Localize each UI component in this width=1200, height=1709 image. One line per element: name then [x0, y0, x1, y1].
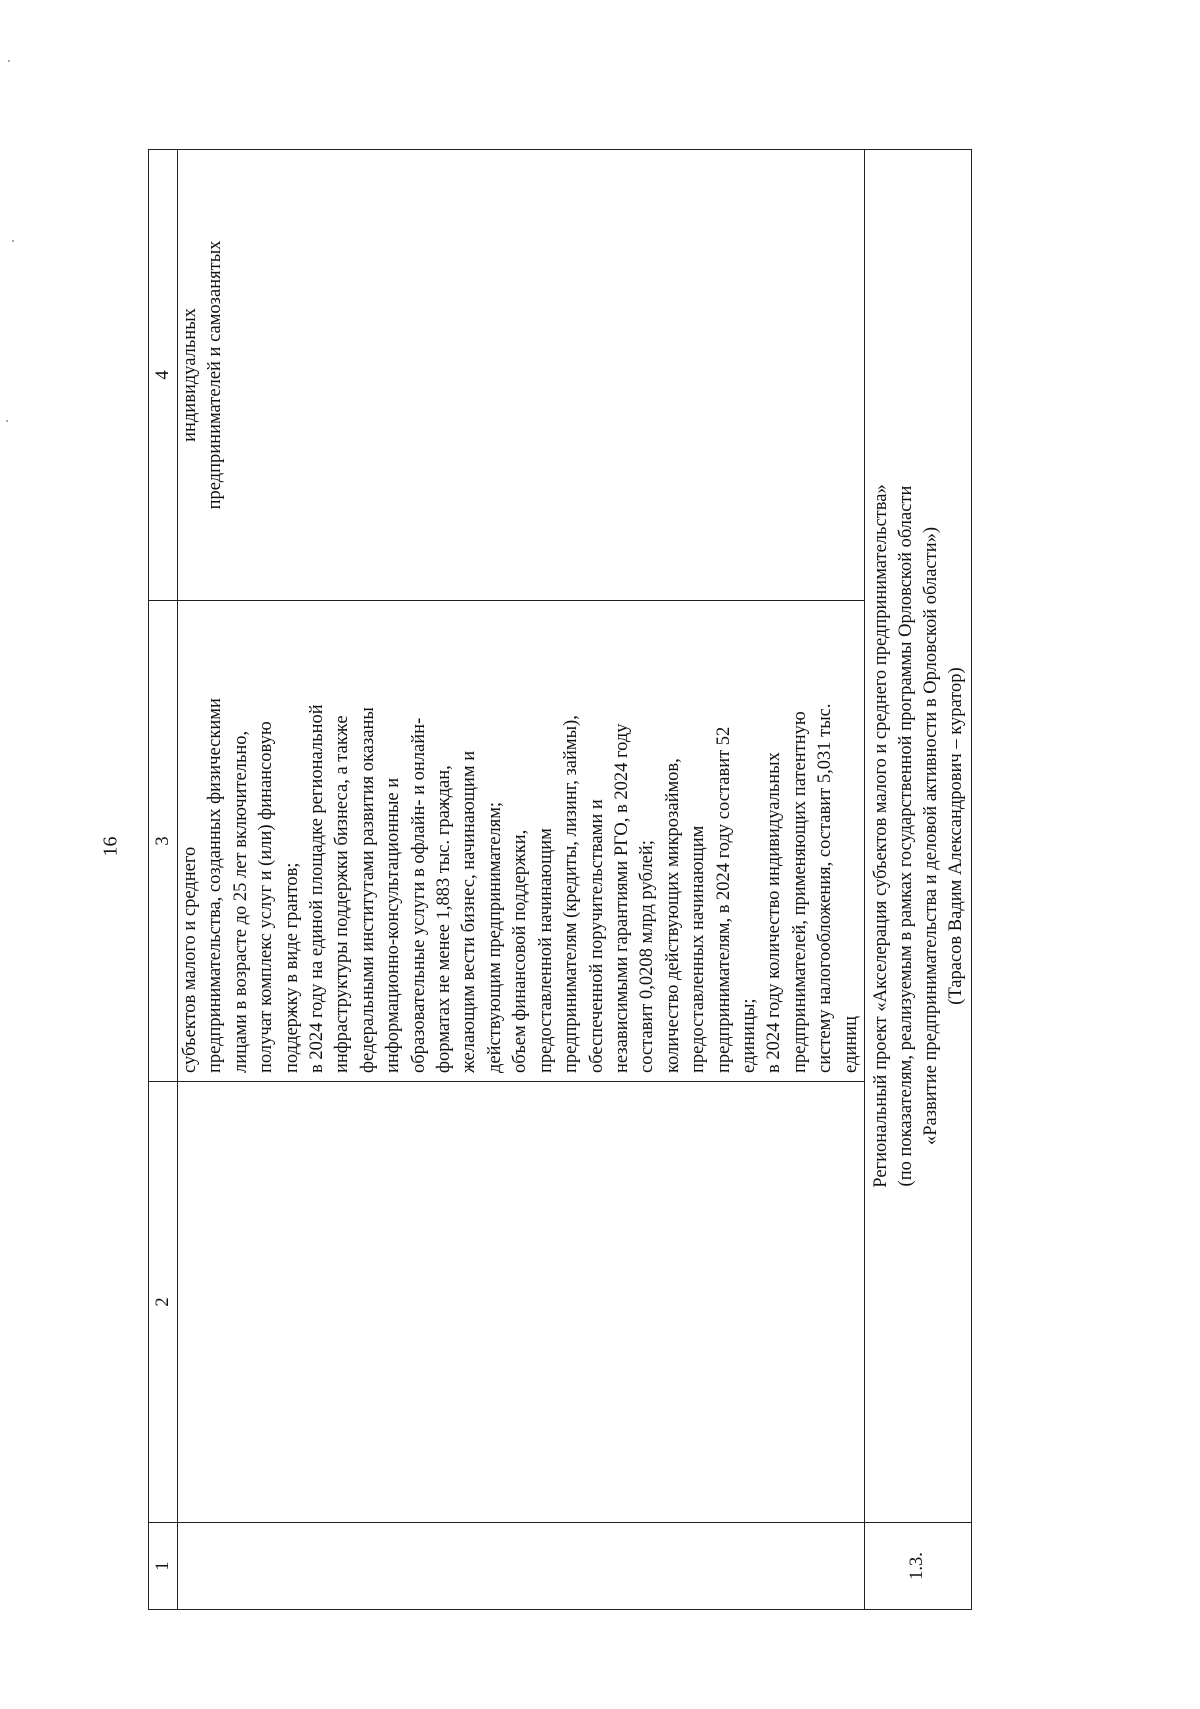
header-col-2: 2 — [149, 1082, 178, 1523]
cell-col-2 — [178, 1082, 865, 1523]
continuation-row — [178, 150, 865, 1610]
cell-col-4-text: индивидуальных предпринимателей и самозанятых — [178, 150, 865, 601]
scan-speck — [6, 420, 8, 422]
page-number: 16 — [99, 836, 122, 857]
scan-speck — [12, 240, 14, 242]
section-title: Региональный проект «Акселерация субъектов малого и среднего предпринимательства» (по показателям, реализуемым в рамках государственной программы Орловской области «Развитие предпринимательства и деловой активности в Орловской области») (Тарасов Вадим Александрович – куратор) — [864, 150, 971, 1523]
header-col-4: 4 — [149, 150, 178, 601]
scan-speck — [8, 60, 10, 62]
data-table — [148, 149, 972, 1610]
cell-col-1 — [178, 1523, 865, 1610]
header-col-1: 1 — [149, 1523, 178, 1610]
header-row — [149, 150, 178, 1610]
header-col-3: 3 — [149, 601, 178, 1082]
section-number: 1.3. — [864, 1523, 971, 1610]
section-row — [864, 150, 971, 1610]
cell-col-3-text: субъектов малого и среднего предпринимательства, созданных физическими лицами в возрасте до 25 лет включительно, получат комплекс услуг и (или) финансовую поддержку в виде грантов; в 2024 году на единой площадке региональной инфраструктуры поддержки бизнеса, а также федеральными институтами развития оказаны информационно-консультационные и образовательные услуги в офлайн- и онлайн- форматах не менее 1,883 тыс. граждан, желающим вести бизнес, начинающим и действующим предпринимателям; объем финансовой поддержки, предоставленной начинающим предпринимателям (кредиты, лизинг, займы), обеспеченной поручительствами и независимыми гарантиями РГО, в 2024 году составит 0,0208 млрд рублей; количество действующих микрозаймов, предоставленных начинающим предпринимателям, в 2024 году составит 52 единицы; в 2024 году количество индивидуальных предпринимателей, применяющих патентную систему налогообложения, составит 5,031 тыс. единиц — [178, 601, 865, 1082]
rotated-page-content — [148, 154, 1018, 1610]
